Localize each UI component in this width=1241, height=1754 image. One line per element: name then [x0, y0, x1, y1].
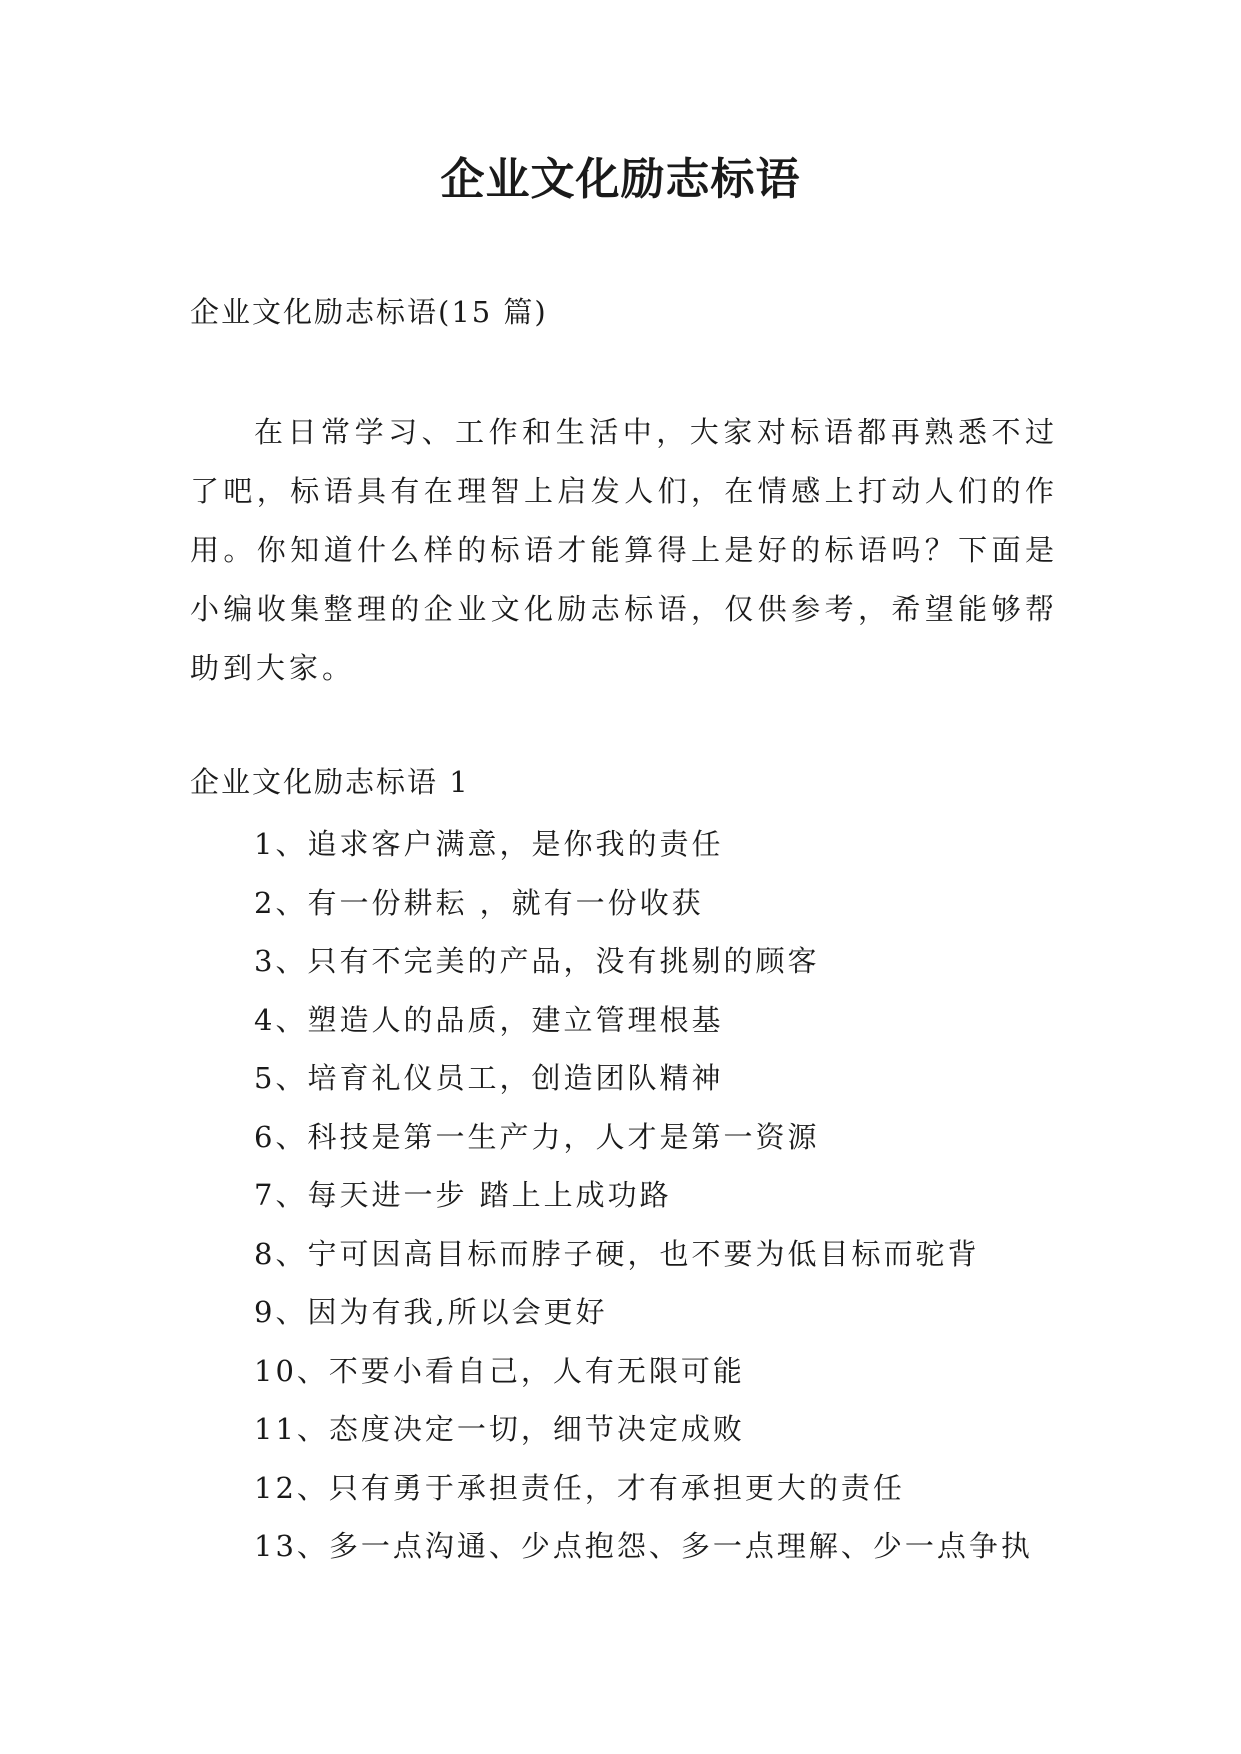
list-item: 12、只有勇于承担责任，才有承担更大的责任: [254, 1470, 905, 1505]
document-title: 企业文化励志标语: [440, 154, 801, 205]
list-item: 9、因为有我,所以会更好: [254, 1295, 608, 1329]
list-item: 1、追求客户满意，是你我的责任: [254, 827, 724, 861]
intro-paragraph: 在日常学习、工作和生活中，大家对标语都再熟悉不过了吧，标语具有在理智上启发人们，在情感上打动人们的作用。你知道什么样的标语才能算得上是好的标语吗？下面是小编收集整理的企业文化励志标语，仅供参考，希望能够帮助到大家。: [190, 415, 1058, 685]
list-item: 2、有一份耕耘 ，就有一份收获: [254, 885, 704, 920]
list-item: 8、宁可因高目标而脖子硬，也不要为低目标而驼背: [254, 1236, 980, 1271]
list-item: 4、塑造人的品质，建立管理根基: [254, 1002, 724, 1037]
list-item: 3、只有不完美的产品，没有挑剔的顾客: [254, 944, 820, 978]
list-item: 5、培育礼仪员工，创造团队精神: [254, 1061, 724, 1095]
list-item: 13、多一点沟通、少点抱怨、多一点理解、少一点争执: [254, 1529, 1033, 1563]
list-item: 10、不要小看自己，人有无限可能: [254, 1353, 745, 1388]
list-item: 7、每天进一步 踏上上成功路: [254, 1178, 672, 1212]
list-item: 11、态度决定一切，细节决定成败: [254, 1412, 745, 1446]
section-heading: 企业文化励志标语 1: [190, 765, 470, 799]
document-subtitle: 企业文化励志标语(15 篇): [190, 295, 548, 329]
list-item: 6、科技是第一生产力，人才是第一资源: [254, 1119, 820, 1154]
slogan-list: [254, 815, 1033, 1576]
